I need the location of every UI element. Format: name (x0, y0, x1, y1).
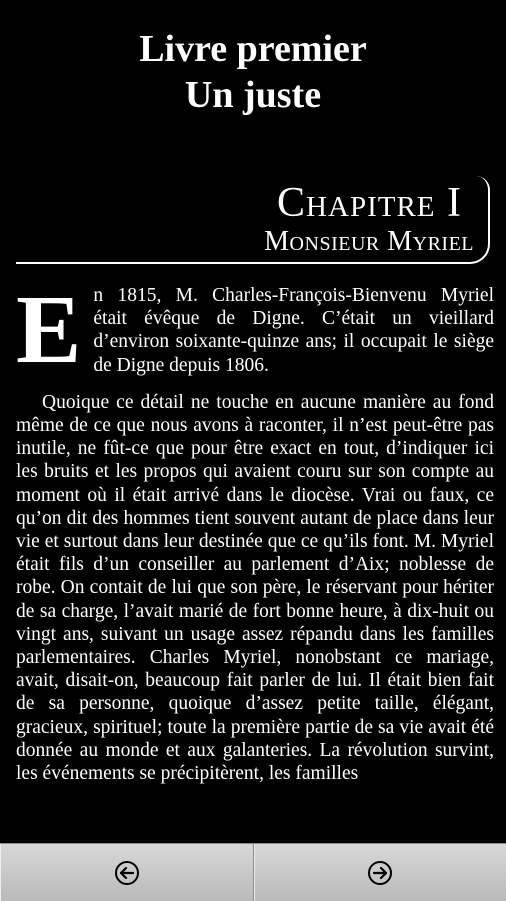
chapter-header (16, 176, 490, 264)
book-title-line-2: Un juste (0, 72, 506, 118)
paragraph-1-text: n 1815, M. Charles-François-Bienvenu Myriel était évêque de Digne. C’était un vieillard d’environ soixante-quinze ans; il occupait le siège de Digne depuis 1806. (93, 285, 494, 376)
chapter-heading: Chapitre I (277, 180, 462, 226)
arrow-right-circle-icon (368, 861, 392, 885)
book-title-line-1: Livre premier (0, 26, 506, 72)
navigation-bar (0, 843, 506, 901)
book-title (0, 26, 506, 118)
next-page-button[interactable] (254, 844, 506, 901)
chapter-text[interactable] (16, 284, 494, 844)
previous-page-button[interactable] (0, 844, 254, 901)
arrow-left-circle-icon (115, 861, 139, 885)
paragraph-2: Quoique ce détail ne touche en aucune manière au fond même de ce que nous avons à raconter, il n’est peut-être pas inutile, ne fût-ce que pour être exact en tout, d’indiquer ici les bruits et les propos qui avaient couru sur son compte au moment où il était arrivé dans le diocèse. Vrai ou faux, ce qu’on dit des hommes tient souvent autant de place dans leur vie et surtout dans leur destinée que ce qu’ils font. M. Myriel était fils d’un conseiller au parlement d’Aix; noblesse de robe. On contait de lui que son père, le réservant pour hériter de sa charge, l’avait marié de fort bonne heure, à dix-huit ou vingt ans, suivant un usage assez répandu dans les familles parlementaires. Charles Myriel, nonobstant ce mariage, avait, disait-on, beaucoup fait parler de lui. Il était bien fait de sa personne, quoique d’assez petite taille, élégant, gracieux, spirituel; toute la première partie de sa vie avait été donnée au monde et aux galanteries. La révolution survint, les événements se précipitèrent, les familles (16, 391, 494, 785)
chapter-subheading: Monsieur Myriel (264, 226, 474, 258)
paragraph-1 (16, 284, 494, 377)
drop-cap: E (16, 292, 81, 366)
